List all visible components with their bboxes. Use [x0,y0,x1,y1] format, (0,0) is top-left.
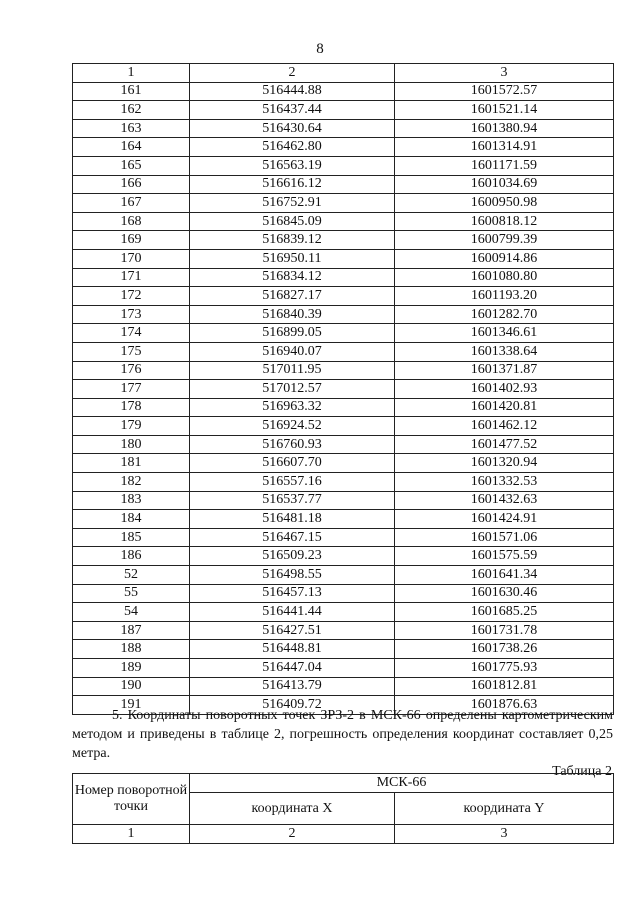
table-row [73,249,614,268]
coordinate-y-cell: 1601575.59 [395,547,614,566]
table-row [73,528,614,547]
table-row [73,324,614,343]
table-row [73,175,614,194]
coordinate-x-cell: 516537.77 [190,491,395,510]
coordinate-x-cell: 516427.51 [190,621,395,640]
point-number-cell: 165 [73,156,190,175]
coordinate-y-cell: 1601314.91 [395,138,614,157]
coordinate-y-cell: 1601380.94 [395,119,614,138]
coordinate-y-cell: 1601080.80 [395,268,614,287]
point-number-cell: 172 [73,287,190,306]
point-number-cell: 175 [73,342,190,361]
table-row [73,547,614,566]
coordinate-x-cell: 516430.64 [190,119,395,138]
coordinate-y-cell: 1601332.53 [395,473,614,492]
coordinate-y-cell: 1601320.94 [395,454,614,473]
point-number-cell: 191 [73,696,190,715]
coordinate-y-cell: 1601371.87 [395,361,614,380]
coordinate-y-cell: 1601572.57 [395,82,614,101]
coordinate-y-cell: 1601462.12 [395,417,614,436]
table-2-header-row [73,774,614,793]
point-number-cell: 174 [73,324,190,343]
coordinate-x-cell: 516413.79 [190,677,395,696]
table-2 [72,773,614,844]
point-number-cell: 178 [73,398,190,417]
coordinate-x-cell: 516444.88 [190,82,395,101]
coordinate-y-cell: 1600799.39 [395,231,614,250]
point-number-cell: 163 [73,119,190,138]
coordinate-x-cell: 516924.52 [190,417,395,436]
header-cell: 3 [395,64,614,83]
coordinate-y-cell: 1601338.64 [395,342,614,361]
coordinate-x-cell: 516760.93 [190,435,395,454]
coordinate-x-cell: 516834.12 [190,268,395,287]
coordinate-y-cell: 1601641.34 [395,566,614,585]
table-row [73,119,614,138]
point-number-cell: 184 [73,510,190,529]
page-number: 8 [316,41,324,57]
coordinate-y-cell: 1601282.70 [395,305,614,324]
point-number-cell: 190 [73,677,190,696]
coordinate-y-cell: 1600914.86 [395,249,614,268]
point-number-cell: 180 [73,435,190,454]
coordinate-y-cell: 1601812.81 [395,677,614,696]
coordinate-x-cell: 516557.16 [190,473,395,492]
coordinate-y-cell: 1601630.46 [395,584,614,603]
table-row [73,435,614,454]
table-row [73,677,614,696]
coordinate-y-cell: 1601420.81 [395,398,614,417]
point-number-cell: 164 [73,138,190,157]
coordinate-x-cell: 516607.70 [190,454,395,473]
coordinate-y-cell: 1601521.14 [395,101,614,120]
point-number-cell: 182 [73,473,190,492]
table-row [73,640,614,659]
table-2-index-row [73,825,614,844]
point-number-cell: 173 [73,305,190,324]
coordinate-x-cell: 516845.09 [190,212,395,231]
point-number-cell: 188 [73,640,190,659]
coordinate-y-header: координата Y [395,793,614,825]
table-row [73,156,614,175]
coordinate-x-header: координата X [190,793,395,825]
coordinate-x-cell: 516448.81 [190,640,395,659]
table-row [73,584,614,603]
table-row [73,603,614,622]
coordinate-y-cell: 1600950.98 [395,194,614,213]
coordinates-table-body [73,64,614,715]
coordinate-x-cell: 516940.07 [190,342,395,361]
coordinate-x-cell: 516509.23 [190,547,395,566]
table-row [73,101,614,120]
coordinate-x-cell: 516839.12 [190,231,395,250]
coordinate-y-cell: 1601571.06 [395,528,614,547]
table-caption: Таблица 2 [552,764,612,779]
point-number-cell: 167 [73,194,190,213]
table-row [73,268,614,287]
table-row [73,473,614,492]
coordinate-y-cell: 1601477.52 [395,435,614,454]
coordinate-x-cell: 516950.11 [190,249,395,268]
table-row [73,342,614,361]
coordinate-x-cell: 516481.18 [190,510,395,529]
coordinate-y-cell: 1601346.61 [395,324,614,343]
coordinate-x-cell: 516498.55 [190,566,395,585]
coordinate-x-cell: 516457.13 [190,584,395,603]
table-row [73,417,614,436]
coordinate-y-cell: 1601775.93 [395,659,614,678]
point-number-cell: 185 [73,528,190,547]
point-number-cell: 52 [73,566,190,585]
coordinate-y-cell: 1601402.93 [395,380,614,399]
point-number-cell: 162 [73,101,190,120]
point-number-cell: 181 [73,454,190,473]
coordinate-y-cell: 1601424.91 [395,510,614,529]
coordinate-y-cell: 1601034.69 [395,175,614,194]
table-row [73,398,614,417]
index-cell: 1 [73,825,190,844]
table-row [73,194,614,213]
point-number-cell: 187 [73,621,190,640]
coordinates-paragraph: 5. Координаты поворотных точек ЗРЗ-2 в МСК-66 определены картометрическим методом и приведены в таблице 2, погрешность определения координат составляет 0,25 метра. [72,708,613,761]
table-row [73,82,614,101]
point-number-cell: 54 [73,603,190,622]
point-number-cell: 186 [73,547,190,566]
header-cell: 1 [73,64,190,83]
coordinate-y-cell: 1601432.63 [395,491,614,510]
coordinate-x-cell: 516563.19 [190,156,395,175]
coordinate-x-cell: 516899.05 [190,324,395,343]
coordinate-x-cell: 516616.12 [190,175,395,194]
coordinate-x-cell: 517012.57 [190,380,395,399]
coordinate-x-cell: 516437.44 [190,101,395,120]
table-row [73,491,614,510]
table-row [73,305,614,324]
table-row [73,566,614,585]
point-number-cell: 170 [73,249,190,268]
coordinate-y-cell: 1601171.59 [395,156,614,175]
point-number-cell: 179 [73,417,190,436]
coordinate-y-cell: 1601738.26 [395,640,614,659]
point-number-cell: 177 [73,380,190,399]
coordinate-x-cell: 516840.39 [190,305,395,324]
table-row [73,287,614,306]
coordinate-x-cell: 516447.04 [190,659,395,678]
coordinate-x-cell: 516409.72 [190,696,395,715]
index-cell: 2 [190,825,395,844]
coordinate-x-cell: 516441.44 [190,603,395,622]
table-header-row [73,64,614,83]
point-number-cell: 171 [73,268,190,287]
coordinate-y-cell: 1601731.78 [395,621,614,640]
point-number-cell: 169 [73,231,190,250]
coordinate-y-cell: 1601193.20 [395,287,614,306]
point-number-cell: 189 [73,659,190,678]
table-row [73,231,614,250]
point-number-header: Номер поворотной точки [73,774,190,825]
index-cell: 3 [395,825,614,844]
point-number-cell: 183 [73,491,190,510]
coordinate-x-cell: 516752.91 [190,194,395,213]
point-number-cell: 176 [73,361,190,380]
point-number-cell: 168 [73,212,190,231]
coordinate-y-cell: 1601685.25 [395,603,614,622]
coordinates-table [72,63,614,715]
table-row [73,454,614,473]
table-row [73,138,614,157]
coordinate-x-cell: 516462.80 [190,138,395,157]
table-row [73,510,614,529]
coordinate-x-cell: 517011.95 [190,361,395,380]
point-number-cell: 55 [73,584,190,603]
msk-header: МСК-66 [190,774,614,793]
table-row [73,380,614,399]
table-row [73,361,614,380]
table-row [73,212,614,231]
point-number-cell: 166 [73,175,190,194]
coordinate-y-cell: 1601876.63 [395,696,614,715]
coordinate-x-cell: 516467.15 [190,528,395,547]
table-row [73,621,614,640]
coordinate-y-cell: 1600818.12 [395,212,614,231]
point-number-cell: 161 [73,82,190,101]
table-row [73,659,614,678]
coordinate-x-cell: 516963.32 [190,398,395,417]
coordinate-x-cell: 516827.17 [190,287,395,306]
header-cell: 2 [190,64,395,83]
